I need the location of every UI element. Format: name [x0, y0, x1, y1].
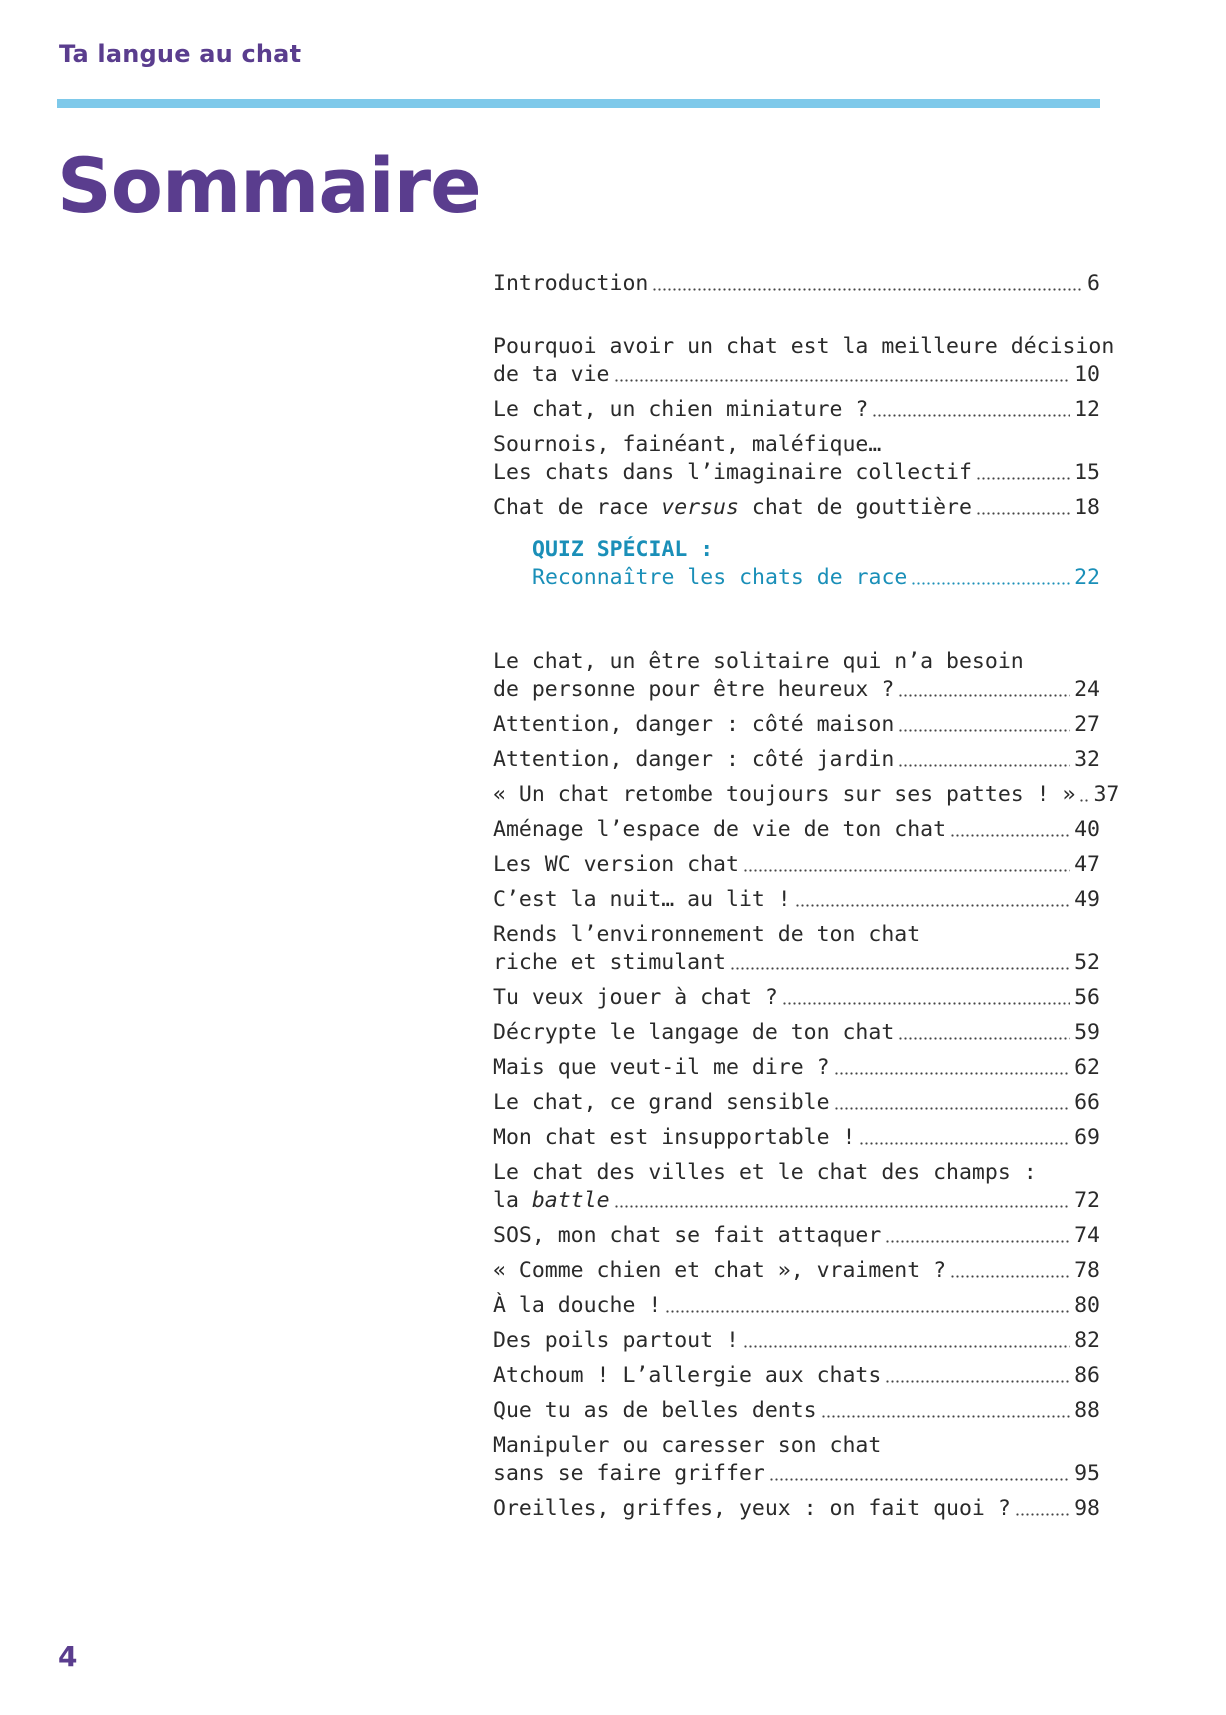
toc-entry-title: À la douche ! [493, 1293, 662, 1318]
toc-page-number: 52 [1074, 950, 1100, 975]
toc-entry[interactable] [493, 781, 1120, 809]
title-part: chat de gouttière [738, 495, 972, 520]
toc-entry[interactable] [493, 1054, 1100, 1082]
toc-entry[interactable] [493, 746, 1100, 774]
leader-dots [898, 764, 1070, 767]
leader-dots [743, 1345, 1070, 1348]
toc-entry-title: Le chat des villes et le chat des champs : [493, 1160, 1037, 1185]
toc-page-number: 69 [1074, 1125, 1100, 1150]
toc-entry-title: C’est la nuit… au lit ! [493, 887, 791, 912]
leader-dots [885, 1240, 1070, 1243]
toc-page-number: 88 [1074, 1398, 1100, 1423]
leader-dots [743, 869, 1070, 872]
toc-entry[interactable] [493, 1397, 1100, 1425]
toc-entry-title: « Un chat retombe toujours sur ses pattes ! » [493, 782, 1076, 807]
toc-entry-title: Oreilles, griffes, yeux : on fait quoi ? [493, 1496, 1011, 1521]
table-of-contents [493, 270, 1120, 1530]
toc-page-number: 62 [1074, 1055, 1100, 1080]
toc-entry[interactable] [493, 494, 1100, 522]
leader-dots [834, 1072, 1071, 1075]
toc-entry[interactable] [493, 1019, 1100, 1047]
toc-page-number: 86 [1074, 1363, 1100, 1388]
toc-entry[interactable] [493, 648, 1100, 704]
toc-entry-introduction[interactable] [493, 270, 1100, 298]
leader-dots [872, 414, 1070, 417]
leader-dots [1079, 799, 1089, 802]
toc-page-number: 24 [1074, 677, 1100, 702]
toc-entry-title: Mais que veut-il me dire ? [493, 1055, 830, 1080]
toc-page-number: 6 [1087, 271, 1100, 296]
leader-dots [665, 1310, 1070, 1313]
toc-page-number: 15 [1074, 460, 1100, 485]
leader-dots [1015, 1513, 1070, 1516]
title-italic-part: versus [661, 495, 739, 520]
toc-entry-title: Attention, danger : côté maison [493, 712, 895, 737]
leader-dots [859, 1142, 1070, 1145]
toc-page-number: 27 [1074, 712, 1100, 737]
toc-entry[interactable] [493, 1089, 1100, 1117]
toc-entry[interactable] [493, 851, 1100, 879]
toc-entry[interactable] [493, 1124, 1100, 1152]
leader-dots [950, 834, 1070, 837]
toc-entry-title: Aménage l’espace de vie de ton chat [493, 817, 947, 842]
toc-entry[interactable] [493, 1362, 1100, 1390]
page-title: Sommaire [57, 141, 481, 230]
leader-dots [782, 1002, 1070, 1005]
leader-dots [795, 904, 1070, 907]
toc-entry[interactable] [493, 1327, 1100, 1355]
toc-entry[interactable] [493, 816, 1100, 844]
toc-entry-title: de personne pour être heureux ? [493, 677, 895, 702]
toc-entry[interactable] [493, 1159, 1100, 1215]
toc-page-number: 37 [1093, 782, 1120, 807]
toc-page-number: 59 [1074, 1020, 1100, 1045]
toc-page-number: 32 [1074, 747, 1100, 772]
toc-entry-title: de ta vie [493, 362, 610, 387]
leader-dots [614, 1205, 1071, 1208]
toc-entry-title: Décrypte le langage de ton chat [493, 1020, 895, 1045]
leader-dots [898, 729, 1070, 732]
toc-page-number: 80 [1074, 1293, 1100, 1318]
toc-entry-title: Pourquoi avoir un chat est la meilleure décision [493, 334, 1115, 359]
toc-entry-title: Tu veux jouer à chat ? [493, 985, 778, 1010]
leader-dots [911, 582, 1070, 585]
toc-entry-title: riche et stimulant [493, 950, 726, 975]
toc-page-number: 74 [1074, 1223, 1100, 1248]
leader-dots [885, 1380, 1070, 1383]
toc-page-number: 12 [1074, 397, 1100, 422]
header-rule [57, 99, 1100, 108]
toc-entry-title: Le chat, un chien miniature ? [493, 397, 869, 422]
leader-dots [976, 477, 1070, 480]
page-number: 4 [58, 1640, 78, 1673]
toc-entry[interactable] [493, 333, 1115, 389]
toc-page-number: 47 [1074, 852, 1100, 877]
toc-page-number: 95 [1074, 1461, 1100, 1486]
leader-dots [950, 1275, 1070, 1278]
toc-page-number: 56 [1074, 985, 1100, 1010]
toc-page-number: 22 [1074, 565, 1100, 590]
toc-entry[interactable] [493, 1495, 1100, 1523]
toc-entry[interactable] [493, 1222, 1100, 1250]
toc-entry-title: Le chat, ce grand sensible [493, 1090, 830, 1115]
leader-dots [898, 1037, 1070, 1040]
title-part: la [493, 1188, 532, 1213]
toc-entry-title: sans se faire griffer [493, 1461, 765, 1486]
title-italic-part: battle [531, 1188, 610, 1213]
toc-entry-title: Des poils partout ! [493, 1328, 739, 1353]
toc-entry-title: Reconnaître les chats de race [532, 565, 908, 590]
toc-entry-title: Introduction [493, 271, 649, 296]
leader-dots [652, 288, 1083, 291]
toc-entry[interactable] [493, 1292, 1100, 1320]
toc-entry[interactable] [493, 396, 1100, 424]
toc-entry-title: Les WC version chat [493, 852, 739, 877]
leader-dots [898, 694, 1070, 697]
toc-page-number: 49 [1074, 887, 1100, 912]
leader-dots [834, 1107, 1071, 1110]
toc-entry[interactable] [493, 921, 1100, 977]
toc-entry-title: Que tu as de belles dents [493, 1398, 817, 1423]
toc-page-number: 78 [1074, 1258, 1100, 1283]
leader-dots [730, 967, 1070, 970]
leader-dots [614, 379, 1071, 382]
toc-entry-title [493, 1187, 610, 1215]
toc-entry[interactable] [493, 984, 1100, 1012]
toc-entry-title: Attention, danger : côté jardin [493, 747, 895, 772]
toc-entry[interactable] [493, 1257, 1100, 1285]
toc-page-number: 18 [1074, 495, 1100, 520]
toc-entry[interactable] [493, 711, 1100, 739]
toc-entry-quiz[interactable] [532, 536, 1100, 592]
toc-entry-title: Sournois, fainéant, maléfique… [493, 432, 882, 457]
toc-entry[interactable] [493, 1432, 1100, 1488]
toc-entry-title: Manipuler ou caresser son chat [493, 1433, 882, 1458]
running-head: Ta langue au chat [59, 40, 302, 68]
toc-page-number: 82 [1074, 1328, 1100, 1353]
toc-entry-title [493, 494, 972, 522]
toc-page-number: 10 [1074, 362, 1100, 387]
toc-entry-title: Mon chat est insupportable ! [493, 1125, 856, 1150]
toc-page-number: 98 [1074, 1496, 1100, 1521]
toc-entry[interactable] [493, 886, 1100, 914]
toc-page-number: 40 [1074, 817, 1100, 842]
leader-dots [976, 512, 1070, 515]
toc-entry[interactable] [493, 431, 1100, 487]
toc-entry-title: Atchoum ! L’allergie aux chats [493, 1363, 882, 1388]
toc-entry-title: « Comme chien et chat », vraiment ? [493, 1258, 947, 1283]
toc-entry-title: SOS, mon chat se fait attaquer [493, 1223, 882, 1248]
title-part: Chat de race [493, 495, 662, 520]
toc-page-number: 72 [1074, 1188, 1100, 1213]
leader-dots [769, 1478, 1070, 1481]
leader-dots [821, 1415, 1071, 1418]
toc-entry-title: Les chats dans l’imaginaire collectif [493, 460, 972, 485]
toc-entry-title: Rends l’environnement de ton chat [493, 922, 921, 947]
toc-entry-title: Le chat, un être solitaire qui n’a besoin [493, 649, 1024, 674]
quiz-label: QUIZ SPÉCIAL : [532, 537, 714, 562]
toc-page-number: 66 [1074, 1090, 1100, 1115]
